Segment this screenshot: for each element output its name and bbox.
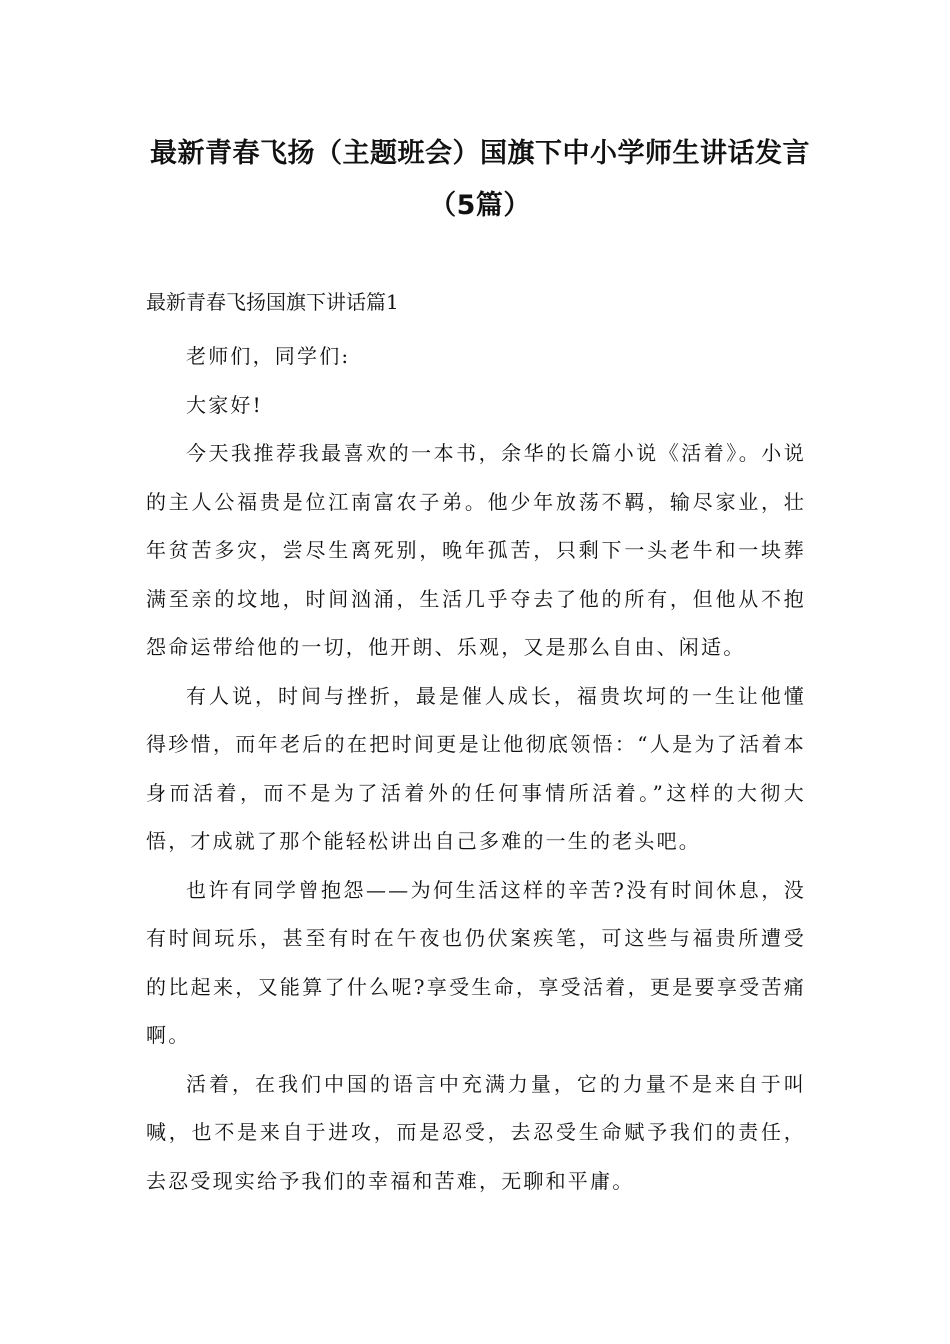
section-heading: 最新青春飞扬国旗下讲话篇1 <box>146 290 399 314</box>
document-body <box>146 332 806 1205</box>
paragraph: 有人说，时间与挫折，最是催人成长，福贵坎坷的一生让他懂得珍惜，而年老后的在把时间更是让他彻底领悟：“人是为了活着本身而活着，而不是为了活着外的任何事情所活着。”这样的大彻大悟，才成就了那个能轻松讲出自己多难的一生的老头吧。 <box>146 683 806 853</box>
paragraph: 今天我推荐我最喜欢的一本书，余华的长篇小说《活着》。小说的主人公福贵是位江南富农子弟。他少年放荡不羁，输尽家业，壮年贫苦多灾，尝尽生离死别，晚年孤苦，只剩下一头老牛和一块葬满至亲的坟地，时间汹涌，生活几乎夺去了他的所有，但他从不抱怨命运带给他的一切，他开朗、乐观，又是那么自由、闲适。 <box>146 441 806 659</box>
salutation: 老师们，同学们: <box>186 344 351 368</box>
paragraph: 也许有同学曾抱怨——为何生活这样的辛苦?没有时间休息，没有时间玩乐，甚至有时在午夜也仍伏案疾笔，可这些与福贵所遭受的比起来，又能算了什么呢?享受生命，享受活着，更是要享受苦痛啊。 <box>146 877 806 1047</box>
greeting: 大家好! <box>186 392 263 417</box>
paragraph: 活着，在我们中国的语言中充满力量，它的力量不是来自于叫喊，也不是来自于进攻，而是忍受，去忍受生命赋予我们的责任，去忍受现实给予我们的幸福和苦难，无聊和平庸。 <box>146 1071 806 1193</box>
document-title: 最新青春飞扬（主题班会）国旗下中小学师生讲话发言（5篇） <box>150 138 810 221</box>
